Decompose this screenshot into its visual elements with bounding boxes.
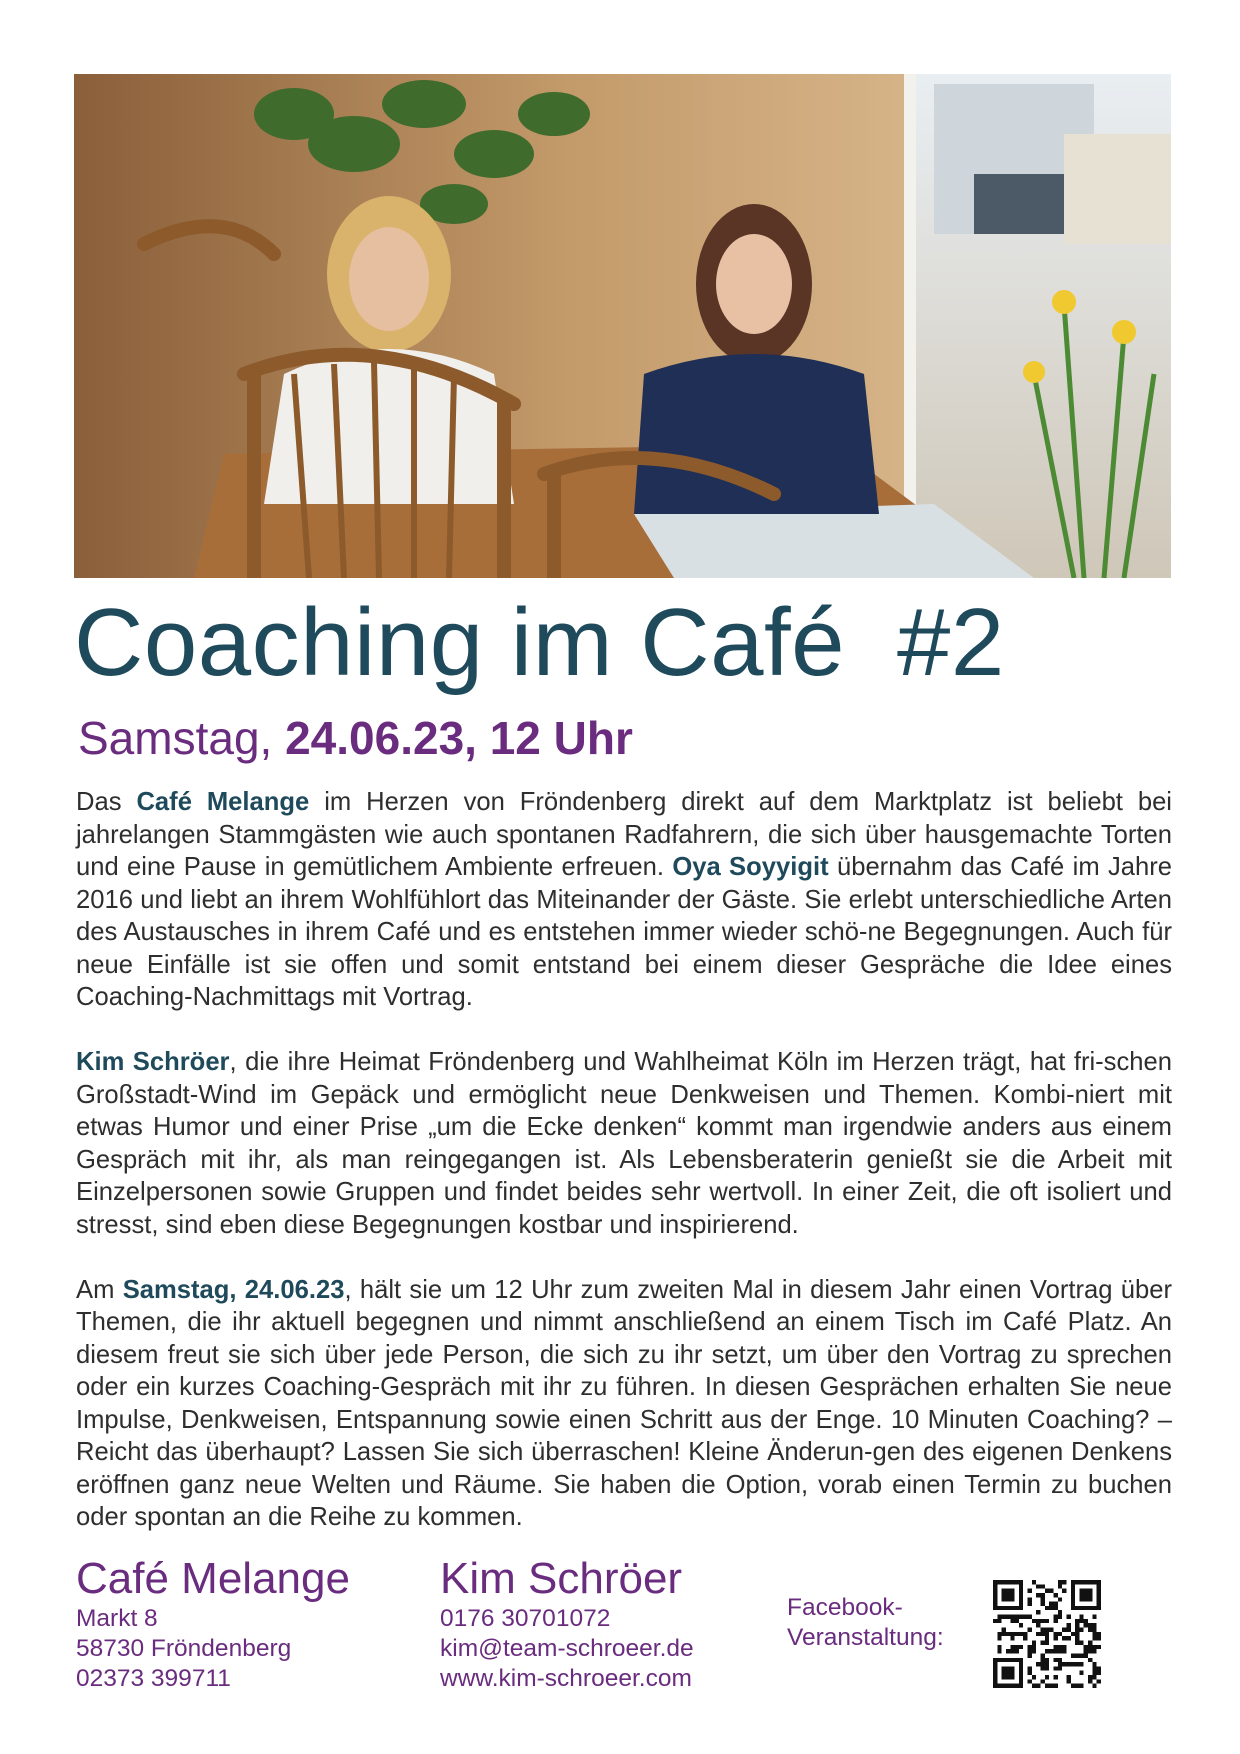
title-main: Coaching im Café	[74, 589, 846, 696]
kim-website: www.kim-schroeer.com	[440, 1665, 692, 1692]
emphasis: Kim Schröer	[76, 1048, 230, 1076]
facebook-event-label	[787, 1593, 944, 1653]
event-date	[78, 712, 633, 764]
date-prefix: Samstag,	[78, 712, 286, 764]
cafe-phone: 02373 399711	[76, 1665, 231, 1692]
date-bold: 24.06.23, 12 Uhr	[285, 712, 633, 764]
facebook-line-2: Veranstaltung:	[787, 1624, 944, 1651]
kim-name: Kim Schröer	[440, 1554, 683, 1603]
paragraph-event: Am Samstag, 24.06.23, hält sie um 12 Uhr zum zweiten Mal in diesem Jahr einen Vortrag über Themen, die ihr aktuell begegnen und nimmt anschließend an einem Tisch im Café Platz. An diesem freut sie sich über jede Person, die sich zu ihr setzt, um über den Vortrag zu sprechen oder ein kurzes Coaching-Gespräch mit ihr zu führen. In diesen Gesprächen erhalten Sie neue Impulse, Denkweisen, Entspannung sowie einen Schritt aus der Enge. 10 Minuten Coaching? – Reicht das überhaupt? Lassen Sie sich überraschen! Kleine Änderun-gen des eigenen Denkens eröffnen ganz neue Welten und Räume. Sie haben die Option, vorab einen Termin zu buchen oder spontan an die Reihe zu kommen.	[76, 1275, 1172, 1531]
emphasis: Samstag, 24.06.23	[122, 1275, 345, 1304]
emphasis: Oya Soyyigit	[672, 853, 829, 881]
paragraph-kim: Kim Schröer, die ihre Heimat Fröndenberg und Wahlheimat Köln im Herzen trägt, hat fri-schen Großstadt-Wind im Gepäck und ermöglicht neue Denkweisen und Themen. Kombi-niert mit etwas Humor und einer Prise „um die Ecke denken“ kommt man irgendwie anders aus einem Gespräch mit ihr, als man reingegangen ist. Als Lebensberaterin genießt sie die Arbeit mit Einzelpersonen sowie Gruppen und findet beides sehr wertvoll. In einer Zeit, die oft isoliert und stresst, sind eben diese Begegnungen kostbar und inspirierend.	[76, 1048, 1172, 1239]
cafe-city: 58730 Fröndenberg	[76, 1635, 292, 1662]
kim-phone: 0176 30701072	[440, 1605, 611, 1632]
facebook-line-1: Facebook-	[787, 1594, 903, 1621]
contact-cafe	[76, 1554, 350, 1694]
cafe-street: Markt 8	[76, 1605, 158, 1632]
kim-email: kim@team-schroeer.de	[440, 1635, 694, 1662]
emphasis: Café Melange	[136, 788, 310, 816]
paragraph-cafe: Das Café Melange im Herzen von Fröndenberg direkt auf dem Marktplatz ist beliebt bei jahrelangen Stammgästen wie auch spontanen Radfahrern, die sich über hausgemachte Torten und eine Pause in gemütlichem Ambiente erfreuen. Oya Soyyigit übernahm das Café im Jahre 2016 und liebt an ihrem Wohlfühlort das Miteinander der Gäste. Sie erlebt unterschiedliche Arten des Austausches in ihrem Café und es entstehen immer wieder schö-ne Begegnungen. Auch für neue Einfälle ist sie offen und somit entstand bei einem dieser Gespräche die Idee eines Coaching-Nachmittags mit Vortrag.	[76, 788, 1173, 1011]
title-number: #2	[897, 589, 1005, 696]
header-photo	[74, 74, 1171, 578]
cafe-name: Café Melange	[76, 1554, 350, 1603]
body-text	[76, 786, 1172, 1566]
qr-code-icon	[993, 1580, 1101, 1688]
contact-kim	[440, 1554, 694, 1694]
page-title	[74, 588, 1005, 698]
